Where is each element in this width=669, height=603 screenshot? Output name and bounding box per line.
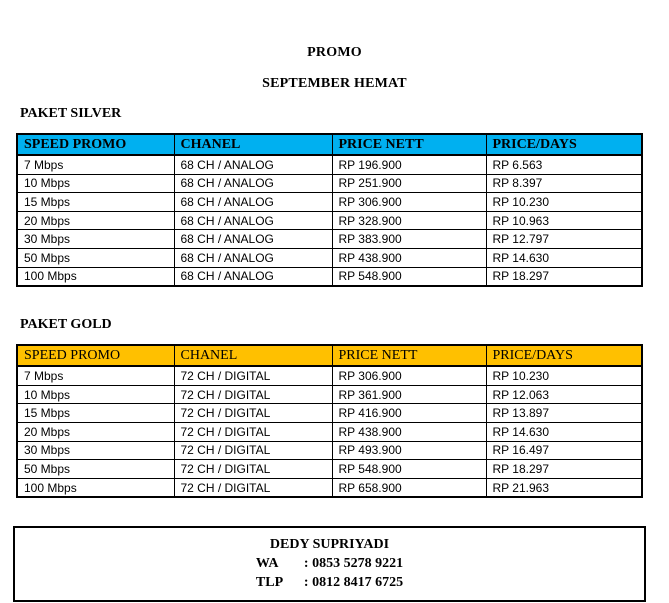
table-cell: RP 658.900 [332,478,486,497]
table-row [17,230,642,249]
table-cell: RP 14.630 [486,422,642,441]
contact-value: : 0853 5278 9221 [303,556,404,572]
column-header: SPEED PROMO [17,134,174,155]
table-cell: 68 CH / ANALOG [174,211,332,230]
table-cell: 72 CH / DIGITAL [174,366,332,385]
page-title: PROMO [307,45,362,60]
table-cell: RP 16.497 [486,441,642,460]
table-cell: 68 CH / ANALOG [174,193,332,212]
table-cell: 15 Mbps [17,193,174,212]
section-title-silver: PAKET SILVER [20,106,122,121]
header-row-silver [17,134,642,155]
table-row [17,248,642,267]
table-cell: RP 548.900 [332,267,486,286]
table-row [17,404,642,423]
table-cell: RP 10.230 [486,193,642,212]
table-cell: RP 548.900 [332,460,486,479]
table-cell: 7 Mbps [17,366,174,385]
contact-name: DEDY SUPRIYADI [269,537,390,553]
section-title-gold: PAKET GOLD [20,317,112,333]
table-cell: RP 8.397 [486,174,642,193]
header-row-gold [17,345,642,366]
table-cell: RP 438.900 [332,248,486,267]
table-cell: RP 12.797 [486,230,642,249]
table-cell: 20 Mbps [17,422,174,441]
contact-value: : 0812 8417 6725 [303,575,404,591]
column-header: CHANEL [174,345,332,366]
contact-box [13,526,646,602]
table-cell: RP 383.900 [332,230,486,249]
contact-label: TLP [255,575,284,591]
table-cell: RP 10.230 [486,366,642,385]
table-cell: 72 CH / DIGITAL [174,460,332,479]
table-cell: 20 Mbps [17,211,174,230]
table-row [17,366,642,385]
page-subtitle: SEPTEMBER HEMAT [262,76,407,91]
price-tables-container [0,106,669,498]
table-cell: 30 Mbps [17,441,174,460]
table-row [17,460,642,479]
table-cell: 68 CH / ANALOG [174,248,332,267]
table-row [17,267,642,286]
table-cell: 7 Mbps [17,155,174,174]
column-header: CHANEL [174,134,332,155]
table-cell: 100 Mbps [17,267,174,286]
table-cell: RP 10.963 [486,211,642,230]
table-cell: RP 13.897 [486,404,642,423]
contact-lines [256,554,403,592]
table-cell: RP 361.900 [332,385,486,404]
table-cell: RP 14.630 [486,248,642,267]
table-row [17,441,642,460]
table-cell: 72 CH / DIGITAL [174,478,332,497]
table-cell: 30 Mbps [17,230,174,249]
table-cell: 68 CH / ANALOG [174,155,332,174]
table-cell: 68 CH / ANALOG [174,174,332,193]
table-cell: RP 21.963 [486,478,642,497]
table-row [17,193,642,212]
table-cell: 72 CH / DIGITAL [174,385,332,404]
column-header: SPEED PROMO [17,345,174,366]
table-cell: RP 196.900 [332,155,486,174]
table-cell: 68 CH / ANALOG [174,267,332,286]
table-cell: 68 CH / ANALOG [174,230,332,249]
price-table-gold [16,344,643,498]
table-cell: RP 251.900 [332,174,486,193]
table-row [17,155,642,174]
column-header: PRICE/DAYS [486,345,642,366]
column-header: PRICE/DAYS [486,134,642,155]
table-cell: 10 Mbps [17,385,174,404]
table-cell: RP 328.900 [332,211,486,230]
table-cell: RP 12.063 [486,385,642,404]
column-header: PRICE NETT [332,134,486,155]
column-header: PRICE NETT [332,345,486,366]
table-cell: RP 18.297 [486,267,642,286]
table-row [17,174,642,193]
table-cell: 50 Mbps [17,460,174,479]
table-cell: 50 Mbps [17,248,174,267]
table-cell: 72 CH / DIGITAL [174,422,332,441]
table-row [17,422,642,441]
table-row [17,211,642,230]
table-cell: 15 Mbps [17,404,174,423]
table-row [17,478,642,497]
contact-label: WA [255,556,279,572]
table-cell: RP 306.900 [332,193,486,212]
table-cell: 100 Mbps [17,478,174,497]
table-cell: RP 306.900 [332,366,486,385]
table-cell: 10 Mbps [17,174,174,193]
table-cell: RP 416.900 [332,404,486,423]
table-cell: RP 18.297 [486,460,642,479]
table-row [17,385,642,404]
table-cell: 72 CH / DIGITAL [174,441,332,460]
table-cell: RP 493.900 [332,441,486,460]
price-table-silver [16,133,643,287]
table-cell: RP 438.900 [332,422,486,441]
table-cell: RP 6.563 [486,155,642,174]
table-cell: 72 CH / DIGITAL [174,404,332,423]
